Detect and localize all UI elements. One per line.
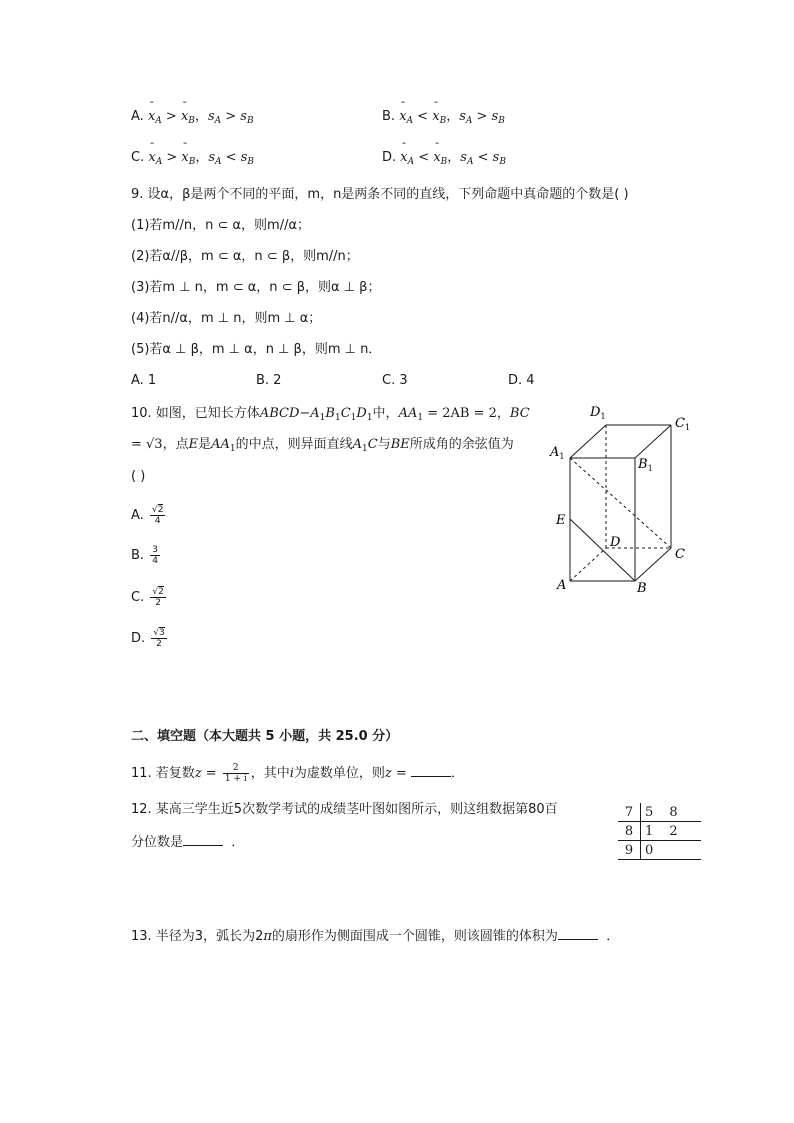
q9-option-d: D. 4 [508, 373, 535, 388]
q10-line-3: ( ) [131, 469, 146, 484]
q10-option-a: A. $\frac{√2}{4}$ [131, 505, 164, 526]
q12-line-1: 12. 某高三学生近5次数学考试的成绩茎叶图如图所示，则这组数据第80百 [131, 802, 558, 817]
q9-stem: 9. 设α，β是两个不同的平面，m，n是两条不同的直线，下列命题中真命题的个数是( ) [131, 187, 629, 202]
label-a1: $A_1$ [550, 445, 565, 461]
q8-option-b: B. ¯ $x_A$ < ¯ $x_B$，$s_A > s_B$ [382, 108, 505, 130]
label-c: C [675, 547, 685, 562]
q9-item-4: (4)若n//α，m ⊥ n，则m ⊥ α； [131, 311, 322, 326]
label-b: B [637, 581, 647, 596]
q10-line-2: = √3，点E是$AA_1$的中点，则异面直线$A_1C$与BE所成角的余弦值为 [131, 437, 514, 454]
q11: 11. 若复数z = $\frac{2}{1 + i}$ ，其中i为虚数单位，则z = ． [131, 763, 464, 784]
q10-line-1: 10. 如图，已知长方体$ABCD-A_1B_1C_1D_1$中，$AA_1 = 2AB = 2$，BC [131, 406, 530, 423]
label-a: A [557, 578, 567, 593]
stem-row: 9 0 [618, 841, 701, 860]
q11-answer-blank [411, 763, 451, 777]
q12-line-2: 分位数是 ． [131, 832, 244, 852]
q9-item-5: (5)若α ⊥ β，m ⊥ α，n ⊥ β，则m ⊥ n． [131, 342, 382, 357]
stem-row: 8 1 2 [618, 822, 701, 841]
label-c1: $C_1$ [675, 416, 691, 432]
q8-option-a: A. ¯ $x_A$ > ¯ $x_B$，$s_A > s_B$ [131, 108, 254, 130]
q9-option-a: A. 1 [131, 373, 157, 388]
q13: 13. 半径为3，弧长为2π的扇形作为侧面围成一个圆锥，则该圆锥的体积为 ． [131, 926, 619, 946]
label-b1: $B_1$ [638, 457, 653, 473]
q10-option-b: B. $\frac{3}{4}$ [131, 545, 158, 566]
edge-b-c [635, 548, 671, 581]
q13-answer-blank [558, 926, 598, 940]
section-2-title: 二、填空题（本大题共 5 小题，共 25.0 分） [131, 729, 399, 744]
edge-a-d-hidden [570, 548, 606, 581]
q10-option-d: D. $\frac{√3}{2}$ [131, 628, 165, 649]
q9-option-c: C. 3 [382, 373, 408, 388]
stem-row: 7 5 8 [618, 803, 701, 822]
q9-item-2: (2)若α//β，m ⊂ α，n ⊂ β，则m//n； [131, 249, 359, 264]
q8-option-d: D. ¯ $x_A$ < ¯ $x_B$，$s_A < s_B$ [382, 149, 506, 171]
q10-cuboid-figure [545, 398, 705, 598]
label-d1: $D_1$ [590, 405, 606, 421]
stem-leaf-plot [618, 803, 701, 860]
segment-a1-c-hidden [570, 458, 671, 548]
q9-item-3: (3)若m ⊥ n，m ⊂ α，n ⊂ β，则α ⊥ β； [131, 280, 381, 295]
label-e: E [556, 513, 566, 528]
edge-a1-d1 [570, 425, 606, 458]
q9-item-1: (1)若m//n，n ⊂ α，则m//α； [131, 218, 311, 233]
edge-b1-c1 [635, 425, 671, 458]
q9-option-b: B. 2 [256, 373, 282, 388]
label-d: D [610, 535, 621, 550]
q8-option-c: C. ¯ $x_A$ > ¯ $x_B$，$s_A < s_B$ [131, 149, 254, 171]
q12-answer-blank [183, 832, 223, 846]
q10-option-c: C. $\frac{√2}{2}$ [131, 587, 164, 608]
